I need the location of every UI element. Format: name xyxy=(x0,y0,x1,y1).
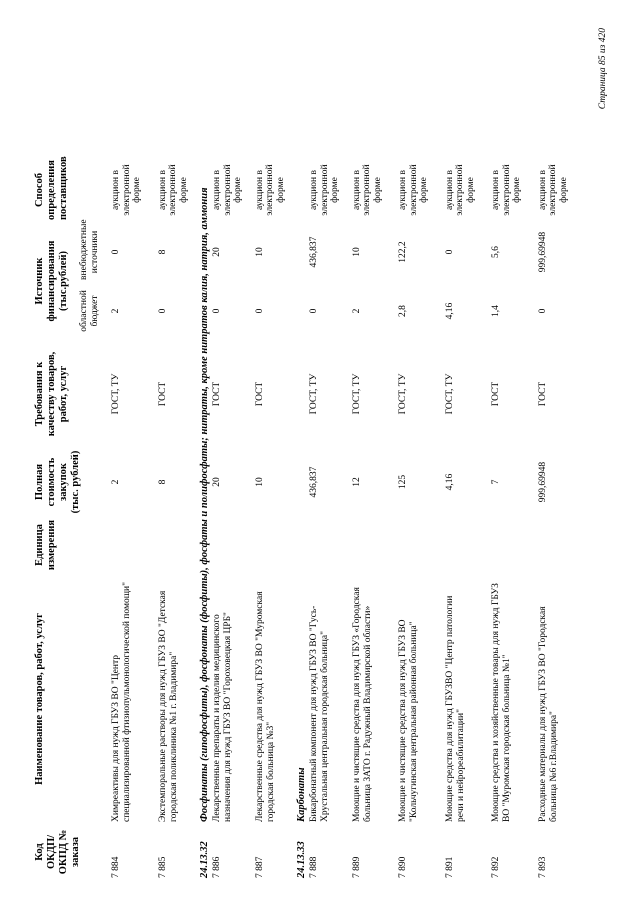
cell-requirements: ГОСТ xyxy=(212,381,222,407)
cell-extrabudget: 10 xyxy=(254,247,265,257)
cell-regional-budget: 1,4 xyxy=(491,305,501,317)
group-name: Фосфинаты (гипофосфиты), фосфонаты (фосфиты), фосфаты и полифосфаты; нитраты, кроме нитратов калия, натрия, аммония xyxy=(199,187,210,822)
cell-extrabudget: 10 xyxy=(351,247,362,257)
cell-name: Моющие и чистящие средства для нужд ГБУЗ ВО "Кольчугинская центральная районная больница" xyxy=(398,619,419,822)
cell-name: Экстемпоральные растворы для нужд ГБУЗ ВО "Детская городская поликлиника №1 г. Владимира" xyxy=(157,590,179,822)
cell-name: Моющие и чистящие средства для нужд ГБУЗ «Городская больница ЗАТО г. Радужный Владимирской области» xyxy=(351,587,373,822)
cell-code: 7 885 xyxy=(157,856,168,878)
cell-code: 7 888 xyxy=(309,856,319,878)
header-funding-regional: областной бюджет xyxy=(79,290,100,332)
cell-spacer xyxy=(151,20,198,158)
cell-method: аукцион в электронной форме xyxy=(157,164,189,216)
cell-requirements: ГОСТ, ТУ xyxy=(111,373,121,415)
cell-method: аукцион в электронной форме xyxy=(212,164,243,216)
header-row xyxy=(32,20,73,880)
cell-code: 7 893 xyxy=(537,856,548,878)
header-funding-extra: внебюджетные источники xyxy=(79,219,100,280)
cell-method: аукцион в электронной форме xyxy=(398,164,429,216)
cell-code: 7 891 xyxy=(444,856,455,878)
cell-name: Моющие средства для нужд ГБУЗВО "Центр патологии речи и нейрореабилитации" xyxy=(444,595,466,822)
cell-total: 7 xyxy=(491,479,501,485)
cell-extrabudget: 122,2 xyxy=(398,241,408,263)
cell-requirements: ГОСТ xyxy=(537,381,548,407)
cell-requirements: ГОСТ xyxy=(157,381,168,407)
cell-unit xyxy=(345,516,392,574)
cell-method: аукцион в электронной форме xyxy=(491,164,522,216)
table-row xyxy=(531,20,578,880)
cell-spacer xyxy=(438,20,485,158)
cell-code: 7 889 xyxy=(351,856,362,878)
cell-total: 10 xyxy=(254,477,265,487)
cell-regional-budget: 0 xyxy=(212,308,222,314)
cell-regional-budget: 0 xyxy=(254,308,265,314)
cell-spacer xyxy=(345,20,392,158)
cell-code: 7 887 xyxy=(254,856,265,878)
cell-requirements: ГОСТ xyxy=(254,381,265,407)
cell-extrabudget: 8 xyxy=(157,249,168,255)
cell-unit xyxy=(308,516,345,574)
cell-total: 2 xyxy=(111,479,121,485)
cell-total: 125 xyxy=(398,474,408,490)
cell-requirements: ГОСТ, ТУ xyxy=(351,373,362,415)
table-row xyxy=(484,20,531,880)
cell-name: Лекарственные средства для нужд ГБУЗ ВО "Муромская городская больница №3" xyxy=(254,591,276,822)
table-row xyxy=(438,20,485,880)
cell-regional-budget: 2,8 xyxy=(398,305,408,317)
cell-regional-budget: 2 xyxy=(111,308,121,314)
page-number: Страница 85 из 420 xyxy=(598,28,608,110)
table-row xyxy=(211,20,248,880)
cell-method: аукцион в электронной форме xyxy=(254,164,286,216)
cell-name: Расходные материалы для нужд ГБУЗ ВО "Городская больница №6 г.Владимира" xyxy=(537,606,559,822)
header-code: Код ОКДП/ ОКПД № заказа xyxy=(34,829,81,875)
header-funding: Источник финансирования (тыс.рублей) xyxy=(34,240,69,322)
cell-unit xyxy=(104,516,151,574)
table-row xyxy=(151,20,198,880)
cell-regional-budget: 0 xyxy=(537,308,548,314)
cell-extrabudget: 0 xyxy=(111,249,121,255)
table-row xyxy=(104,20,151,880)
cell-requirements: ГОСТ, ТУ xyxy=(444,373,455,415)
cell-code: 7 884 xyxy=(111,856,121,878)
cell-code: 7 890 xyxy=(398,856,408,878)
cell-unit xyxy=(438,516,485,574)
cell-extrabudget: 436,837 xyxy=(309,236,319,268)
cell-total: 999,69948 xyxy=(537,461,548,503)
cell-total: 4,16 xyxy=(444,473,455,491)
cell-method: аукцион в электронной форме xyxy=(537,164,569,216)
cell-total: 20 xyxy=(212,477,222,487)
cell-method: аукцион в электронной форме xyxy=(444,164,476,216)
group-code: 24.13.33 xyxy=(296,841,307,878)
cell-code: 7 886 xyxy=(212,856,222,878)
cell-total: 436,837 xyxy=(309,466,319,498)
cell-requirements: ГОСТ, ТУ xyxy=(398,373,408,415)
cell-regional-budget: 0 xyxy=(157,308,168,314)
document-page xyxy=(32,20,612,880)
cell-name: Лекарственные препараты и изделия медицинского назначения для нужд ГБУЗ ВО "Гороховецкая ЦРБ" xyxy=(212,612,233,822)
cell-spacer xyxy=(104,20,151,158)
cell-unit xyxy=(391,516,438,574)
cell-spacer xyxy=(531,20,578,158)
cell-code: 7 892 xyxy=(491,856,501,878)
cell-method: аукцион в электронной форме xyxy=(351,164,383,216)
cell-spacer xyxy=(484,20,531,158)
cell-method: аукцион в электронной форме xyxy=(111,164,142,216)
cell-extrabudget: 999,69948 xyxy=(537,231,548,273)
cell-extrabudget: 0 xyxy=(444,249,455,255)
cell-name: Химреактивы для нужд ГБУЗ ВО "Центр специализированной фтизиопульмонологической помощи" xyxy=(111,582,132,822)
cell-spacer xyxy=(248,20,295,158)
cell-unit xyxy=(531,516,578,574)
header-requirements: Требования к качеству товаров, работ, услуг xyxy=(34,351,69,437)
cell-extrabudget: 20 xyxy=(212,247,222,257)
cell-total: 8 xyxy=(157,479,168,485)
cell-spacer xyxy=(211,20,248,158)
table-row xyxy=(345,20,392,880)
cell-total: 12 xyxy=(351,477,362,487)
cell-method: аукцион в электронной форме xyxy=(309,164,340,216)
header-total: Полная стоимость закупок (тыс. рублей) xyxy=(34,450,81,514)
table-row xyxy=(248,20,295,880)
cell-unit xyxy=(248,516,295,574)
cell-regional-budget: 2 xyxy=(351,308,362,314)
header-method: Способ определения поставщиков xyxy=(34,156,69,220)
cell-name: Бикарбонатный компонент для нужд ГБУЗ ВО "Гусь-Хрустальная центральная городская больница" xyxy=(309,605,330,822)
header-unit: Единица измерения xyxy=(34,519,57,571)
group-row xyxy=(197,20,211,880)
cell-requirements: ГОСТ xyxy=(491,381,501,407)
table-row xyxy=(391,20,438,880)
cell-name: Моющие средства и хозяйственные товары для нужд ГБУЗ ВО "Муромская городская больница №1" xyxy=(491,583,512,822)
group-code: 24.13.32 xyxy=(199,841,210,878)
cell-spacer xyxy=(391,20,438,158)
cell-unit xyxy=(211,516,248,574)
cell-requirements: ГОСТ, ТУ xyxy=(309,373,319,415)
header-name: Наименование товаров, работ, услуг xyxy=(34,613,45,785)
cell-regional-budget: 4,16 xyxy=(444,302,455,320)
group-name: Карбонаты xyxy=(296,767,307,822)
cell-unit xyxy=(151,516,198,574)
cell-extrabudget: 5,6 xyxy=(491,246,501,258)
procurement-table xyxy=(32,20,577,880)
cell-regional-budget: 0 xyxy=(309,308,319,314)
cell-spacer xyxy=(308,20,345,158)
table-row xyxy=(308,20,345,880)
group-row xyxy=(294,20,308,880)
cell-unit xyxy=(484,516,531,574)
